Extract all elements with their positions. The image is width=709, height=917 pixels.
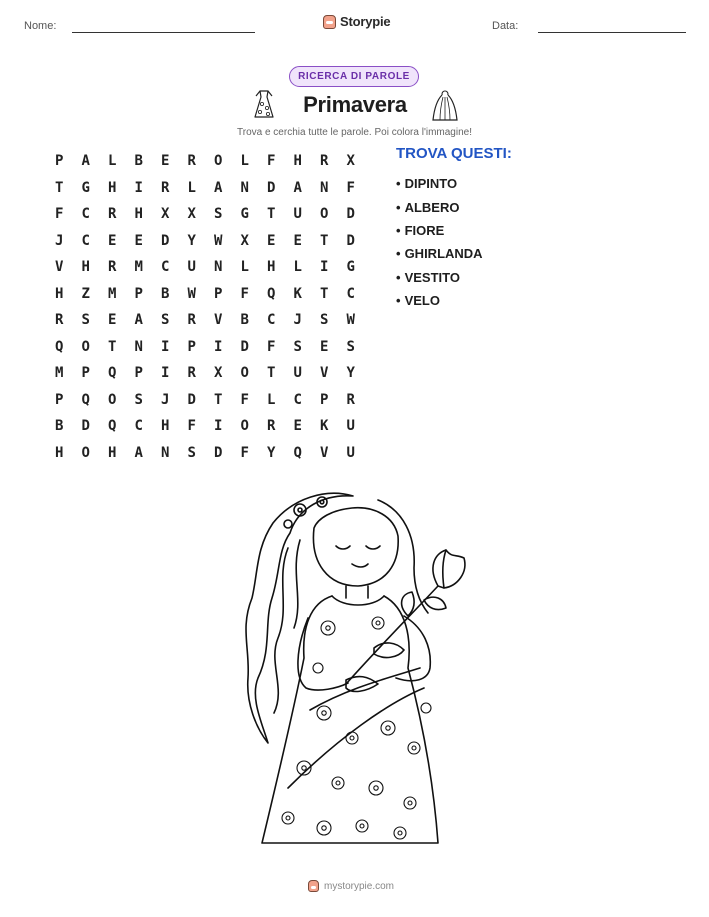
grid-cell[interactable]: F: [267, 153, 276, 170]
activity-badge: RICERCA DI PAROLE: [289, 66, 419, 87]
grid-cell[interactable]: M: [55, 365, 64, 382]
storypie-logo-icon: [308, 880, 319, 892]
grid-cell[interactable]: O: [214, 153, 223, 170]
word-list-item: • ALBERO: [396, 195, 483, 218]
brand-name: Storypie: [340, 14, 391, 29]
grid-cell[interactable]: X: [240, 232, 249, 249]
grid-cell[interactable]: J: [161, 391, 170, 408]
grid-cell[interactable]: W: [187, 285, 196, 302]
grid-cell[interactable]: P: [134, 365, 143, 382]
grid-cell[interactable]: S: [187, 444, 196, 461]
date-line[interactable]: [538, 32, 686, 33]
grid-cell[interactable]: V: [320, 444, 329, 461]
grid-cell[interactable]: O: [240, 418, 249, 435]
grid-cell[interactable]: F: [240, 444, 249, 461]
grid-cell[interactable]: R: [187, 365, 196, 382]
grid-cell[interactable]: Q: [267, 285, 276, 302]
grid-cell[interactable]: I: [161, 365, 170, 382]
grid-cell[interactable]: A: [134, 312, 143, 329]
grid-cell[interactable]: F: [346, 179, 355, 196]
grid-cell[interactable]: D: [161, 232, 170, 249]
grid-cell[interactable]: D: [187, 391, 196, 408]
grid-cell[interactable]: O: [81, 338, 90, 355]
word-list-item: • DIPINTO: [396, 172, 483, 195]
grid-cell[interactable]: R: [320, 153, 329, 170]
grid-cell[interactable]: P: [320, 391, 329, 408]
grid-cell[interactable]: D: [240, 338, 249, 355]
instructions: Trova e cerchia tutte le parole. Poi colora l'immagine!: [237, 127, 472, 138]
grid-cell[interactable]: I: [134, 179, 143, 196]
grid-cell[interactable]: H: [267, 259, 276, 276]
grid-cell[interactable]: F: [240, 285, 249, 302]
grid-cell[interactable]: H: [134, 206, 143, 223]
grid-cell[interactable]: F: [240, 391, 249, 408]
grid-cell[interactable]: L: [240, 259, 249, 276]
grid-cell[interactable]: P: [55, 391, 64, 408]
grid-cell[interactable]: R: [108, 259, 117, 276]
grid-cell[interactable]: P: [187, 338, 196, 355]
grid-cell[interactable]: V: [214, 312, 223, 329]
word-list: [396, 172, 483, 312]
grid-cell[interactable]: K: [320, 418, 329, 435]
brand-logo: [323, 14, 390, 29]
grid-cell[interactable]: Q: [293, 444, 302, 461]
grid-cell[interactable]: H: [81, 259, 90, 276]
grid-cell[interactable]: Q: [108, 418, 117, 435]
grid-cell[interactable]: N: [240, 179, 249, 196]
footer-url: mystorypie.com: [324, 880, 395, 892]
grid-cell[interactable]: U: [346, 444, 355, 461]
grid-cell[interactable]: G: [240, 206, 249, 223]
grid-cell[interactable]: E: [108, 232, 117, 249]
grid-cell[interactable]: C: [293, 391, 302, 408]
grid-cell[interactable]: V: [55, 259, 64, 276]
grid-cell[interactable]: S: [161, 312, 170, 329]
grid-cell[interactable]: U: [346, 418, 355, 435]
grid-cell[interactable]: R: [55, 312, 64, 329]
grid-cell[interactable]: I: [214, 418, 223, 435]
grid-cell[interactable]: N: [134, 338, 143, 355]
grid-cell[interactable]: A: [134, 444, 143, 461]
grid-cell[interactable]: P: [55, 153, 64, 170]
storypie-logo-icon: [323, 15, 336, 29]
name-line[interactable]: [72, 32, 255, 33]
grid-cell[interactable]: Y: [267, 444, 276, 461]
grid-cell[interactable]: E: [320, 338, 329, 355]
footer: [308, 880, 394, 892]
grid-cell[interactable]: F: [55, 206, 64, 223]
grid-cell[interactable]: V: [320, 365, 329, 382]
girl-with-flower-coloring-illustration[interactable]: [228, 488, 478, 853]
grid-cell[interactable]: B: [161, 285, 170, 302]
grid-cell[interactable]: J: [55, 232, 64, 249]
grid-cell[interactable]: Z: [81, 285, 90, 302]
grid-cell[interactable]: U: [293, 206, 302, 223]
grid-cell[interactable]: H: [108, 179, 117, 196]
grid-cell[interactable]: Q: [81, 391, 90, 408]
grid-cell[interactable]: A: [81, 153, 90, 170]
grid-cell[interactable]: C: [134, 418, 143, 435]
grid-cell[interactable]: W: [214, 232, 223, 249]
grid-cell[interactable]: X: [187, 206, 196, 223]
grid-cell[interactable]: D: [81, 418, 90, 435]
page-title: Primavera: [303, 92, 407, 117]
grid-cell[interactable]: E: [134, 232, 143, 249]
grid-cell[interactable]: J: [293, 312, 302, 329]
word-list-item: • VESTITO: [396, 266, 483, 289]
dress-icon: [250, 89, 278, 121]
grid-cell[interactable]: N: [214, 259, 223, 276]
grid-cell[interactable]: Y: [346, 365, 355, 382]
grid-cell[interactable]: G: [346, 259, 355, 276]
grid-cell[interactable]: S: [214, 206, 223, 223]
grid-cell[interactable]: X: [214, 365, 223, 382]
word-list-item: • VELO: [396, 289, 483, 312]
grid-cell[interactable]: S: [81, 312, 90, 329]
grid-cell[interactable]: U: [187, 259, 196, 276]
grid-cell[interactable]: I: [161, 338, 170, 355]
grid-cell[interactable]: L: [240, 153, 249, 170]
grid-cell[interactable]: F: [187, 418, 196, 435]
grid-cell[interactable]: R: [187, 153, 196, 170]
grid-cell[interactable]: C: [81, 232, 90, 249]
grid-cell[interactable]: C: [346, 285, 355, 302]
grid-cell[interactable]: C: [81, 206, 90, 223]
grid-cell[interactable]: M: [134, 259, 143, 276]
grid-cell[interactable]: Q: [108, 365, 117, 382]
grid-cell[interactable]: F: [267, 338, 276, 355]
veil-icon: [430, 89, 460, 123]
grid-cell[interactable]: O: [81, 444, 90, 461]
grid-cell[interactable]: E: [108, 312, 117, 329]
grid-cell[interactable]: B: [240, 312, 249, 329]
grid-cell[interactable]: T: [320, 232, 329, 249]
grid-cell[interactable]: S: [134, 391, 143, 408]
grid-cell[interactable]: R: [161, 179, 170, 196]
grid-cell[interactable]: S: [320, 312, 329, 329]
grid-cell[interactable]: E: [293, 232, 302, 249]
grid-cell[interactable]: T: [267, 365, 276, 382]
date-label: Data:: [492, 20, 519, 32]
grid-cell[interactable]: L: [108, 153, 117, 170]
grid-cell[interactable]: R: [187, 312, 196, 329]
grid-cell[interactable]: H: [161, 418, 170, 435]
grid-cell[interactable]: N: [161, 444, 170, 461]
word-list-item: • GHIRLANDA: [396, 242, 483, 265]
grid-cell[interactable]: T: [267, 206, 276, 223]
grid-cell[interactable]: O: [240, 365, 249, 382]
grid-cell[interactable]: K: [293, 285, 302, 302]
grid-cell[interactable]: Q: [55, 338, 64, 355]
grid-cell[interactable]: E: [267, 232, 276, 249]
name-label: Nome:: [24, 20, 57, 32]
grid-cell[interactable]: P: [214, 285, 223, 302]
grid-cell[interactable]: Y: [187, 232, 196, 249]
grid-cell[interactable]: S: [293, 338, 302, 355]
grid-cell[interactable]: E: [161, 153, 170, 170]
grid-cell[interactable]: D: [346, 206, 355, 223]
grid-cell[interactable]: X: [346, 153, 355, 170]
grid-cell[interactable]: A: [214, 179, 223, 196]
grid-cell[interactable]: R: [346, 391, 355, 408]
grid-cell[interactable]: T: [320, 285, 329, 302]
grid-cell[interactable]: S: [346, 338, 355, 355]
grid-cell[interactable]: D: [267, 179, 276, 196]
grid-cell[interactable]: U: [293, 365, 302, 382]
grid-cell[interactable]: R: [267, 418, 276, 435]
grid-cell[interactable]: I: [214, 338, 223, 355]
grid-cell[interactable]: E: [293, 418, 302, 435]
grid-cell[interactable]: N: [320, 179, 329, 196]
grid-cell[interactable]: G: [81, 179, 90, 196]
grid-cell[interactable]: C: [161, 259, 170, 276]
word-list-item: • FIORE: [396, 219, 483, 242]
grid-cell[interactable]: T: [214, 391, 223, 408]
word-search-grid[interactable]: [46, 148, 364, 466]
grid-cell[interactable]: C: [267, 312, 276, 329]
grid-cell[interactable]: L: [187, 179, 196, 196]
grid-cell[interactable]: W: [346, 312, 355, 329]
word-list-title: TROVA QUESTI:: [396, 145, 512, 162]
grid-cell[interactable]: O: [320, 206, 329, 223]
grid-cell[interactable]: H: [55, 285, 64, 302]
grid-cell[interactable]: H: [293, 153, 302, 170]
grid-cell[interactable]: O: [108, 391, 117, 408]
grid-cell[interactable]: H: [55, 444, 64, 461]
grid-cell[interactable]: M: [108, 285, 117, 302]
grid-cell[interactable]: R: [108, 206, 117, 223]
grid-cell[interactable]: T: [55, 179, 64, 196]
grid-cell[interactable]: D: [214, 444, 223, 461]
grid-cell[interactable]: T: [108, 338, 117, 355]
grid-cell[interactable]: L: [293, 259, 302, 276]
grid-cell[interactable]: B: [55, 418, 64, 435]
grid-cell[interactable]: D: [346, 232, 355, 249]
grid-cell[interactable]: X: [161, 206, 170, 223]
grid-cell[interactable]: B: [134, 153, 143, 170]
grid-cell[interactable]: I: [320, 259, 329, 276]
grid-cell[interactable]: H: [108, 444, 117, 461]
grid-cell[interactable]: P: [134, 285, 143, 302]
grid-cell[interactable]: L: [267, 391, 276, 408]
grid-cell[interactable]: A: [293, 179, 302, 196]
grid-cell[interactable]: P: [81, 365, 90, 382]
